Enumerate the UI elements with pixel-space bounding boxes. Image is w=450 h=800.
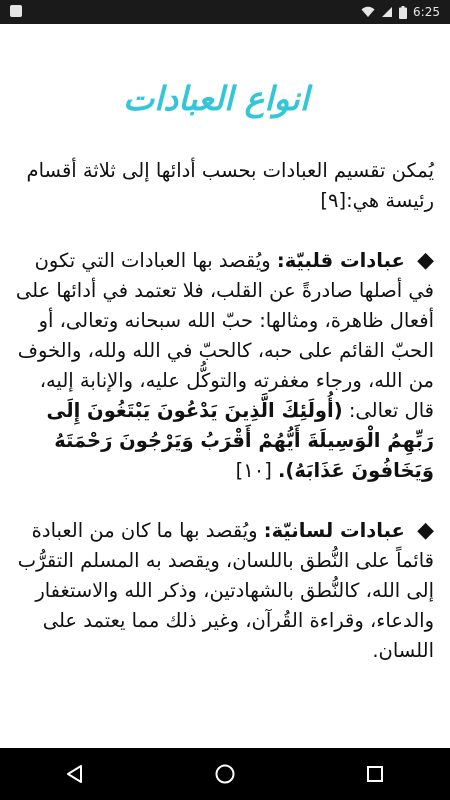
recents-icon [366,765,384,783]
wifi-icon [361,6,375,18]
battery-icon [399,6,407,19]
intro-paragraph: يُمكن تقسيم العبادات بحسب أدائها إلى ثلاثة أقسام رئيسة هي:[٩] [26,159,434,212]
status-bar [0,0,450,24]
page-title: انواع العبادات [123,79,309,118]
reference-link[interactable]: [١٠] [235,459,279,482]
recents-button[interactable] [345,754,405,794]
back-icon [65,764,85,784]
diamond-bullet-icon: ◆ [417,518,434,543]
section-body: ويُقصد بها ما كان من العبادة قائماً على النُّطق باللسان، ويقصد به المسلم التقرُّب إلى الله، كالنُّطق بالشهادتين، وذكر الله والاستغفار والدعاء، وقراءة القُرآن، وغير ذلك مما يعتمد على اللسان. [17,519,434,662]
home-icon [214,763,236,785]
back-button[interactable] [45,754,105,794]
status-icons [361,0,440,24]
section-heading: عبادات لسانيّة: [263,519,405,542]
section-heading: عبادات قلبيّة: [276,249,405,272]
notification-icon [10,5,22,17]
navigation-bar [0,748,450,800]
clock: 6:25 [413,5,440,19]
article-content[interactable] [0,24,450,748]
section-body: ويُقصد بها العبادات التي تكون في أصلها صادرةً عن القلب، فلا تعتمد في أدائها على أفعال ظاهرة، ومثالها: حبّ الله سبحانه وتعالى، أو الحبّ القائم على حبه، كالحبّ في الله ولله، والخوف من الله، ورجاء مغفرته والتوكُّل عليه، والإنابة إليه، قال تعالى: [15,249,434,422]
section-heart-worship [0,246,450,486]
signal-icon [381,6,393,18]
section-tongue-worship [0,516,450,666]
quran-verse: (أُولَئِكَ الَّذِينَ يَدْعُونَ يَبْتَغُونَ إِلَى رَبِّهِمُ الْوَسِيلَةَ أَيُّهُمْ أَقْرَبُ وَيَرْجُونَ رَحْمَتَهُ وَيَخَافُونَ عَذَابَهُ). [46,399,434,482]
home-button[interactable] [195,754,255,794]
diamond-bullet-icon: ◆ [417,248,434,273]
